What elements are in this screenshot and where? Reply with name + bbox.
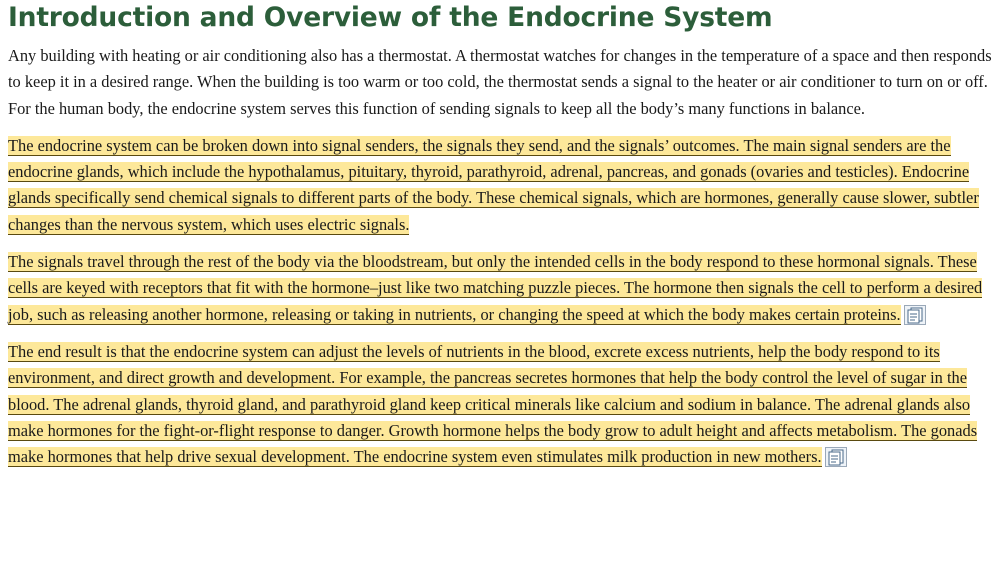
highlight-2[interactable]: The signals travel through the rest of the body via the bloodstream, but only the intended cells in the body respond to these hormonal signals. These cells are keyed with receptors that fit with the hormone–just like two matching puzzle pieces. The hormone then signals the cell to perform a desired job, such as releasing another hormone, releasing or taking in nutrients, or changing the speed at which the body makes certain proteins. <box>8 252 983 324</box>
highlight-3[interactable]: The end result is that the endocrine system can adjust the levels of nutrients in the blood, excrete excess nutrients, help the body respond to its environment, and direct growth and development. For example, the pancreas secretes hormones that help the body control the level of sugar in the blood. The adrenal glands, thyroid gland, and parathyroid gland keep critical minerals like calcium and sodium in balance. The adrenal glands also make hormones for the fight-or-flight response to danger. Growth hormone helps the body grow to adult height and affects metabolism. The gonads make hormones that help drive sexual development. The endocrine system even stimulates milk production in new mothers. <box>8 341 978 467</box>
note-icon[interactable] <box>825 447 847 467</box>
paragraph-text: Any building with heating or air conditioning also has a thermostat. A thermostat watches for changes in the temperature of a space and then responds to keep it in a desired range. When the building is too warm or too cold, the thermostat sends a signal to the heater or air conditioner to turn on or off. For the human body, the endocrine system serves this function of sending signals to keep all the body’s many functions in balance. <box>8 46 992 118</box>
highlight-1[interactable]: The endocrine system can be broken down into signal senders, the signals they send, and the signals’ outcomes. The main signal senders are the endocrine glands, which include the hypothalamus, pituitary, thyroid, parathyroid, adrenal, pancreas, and gonads (ovaries and testicles). Endocrine glands specifically send chemical signals to different parts of the body. These chemical signals, which are hormones, generally cause slower, subtler changes than the nervous system, which uses electric signals. <box>8 135 979 234</box>
note-icon[interactable] <box>904 305 926 325</box>
page-title: Introduction and Overview of the Endocrine System <box>8 2 773 33</box>
paragraph-intro <box>8 43 994 122</box>
highlighted-paragraph-3 <box>8 339 994 470</box>
highlighted-paragraph-2 <box>8 249 994 328</box>
highlighted-paragraph-1 <box>8 133 994 238</box>
